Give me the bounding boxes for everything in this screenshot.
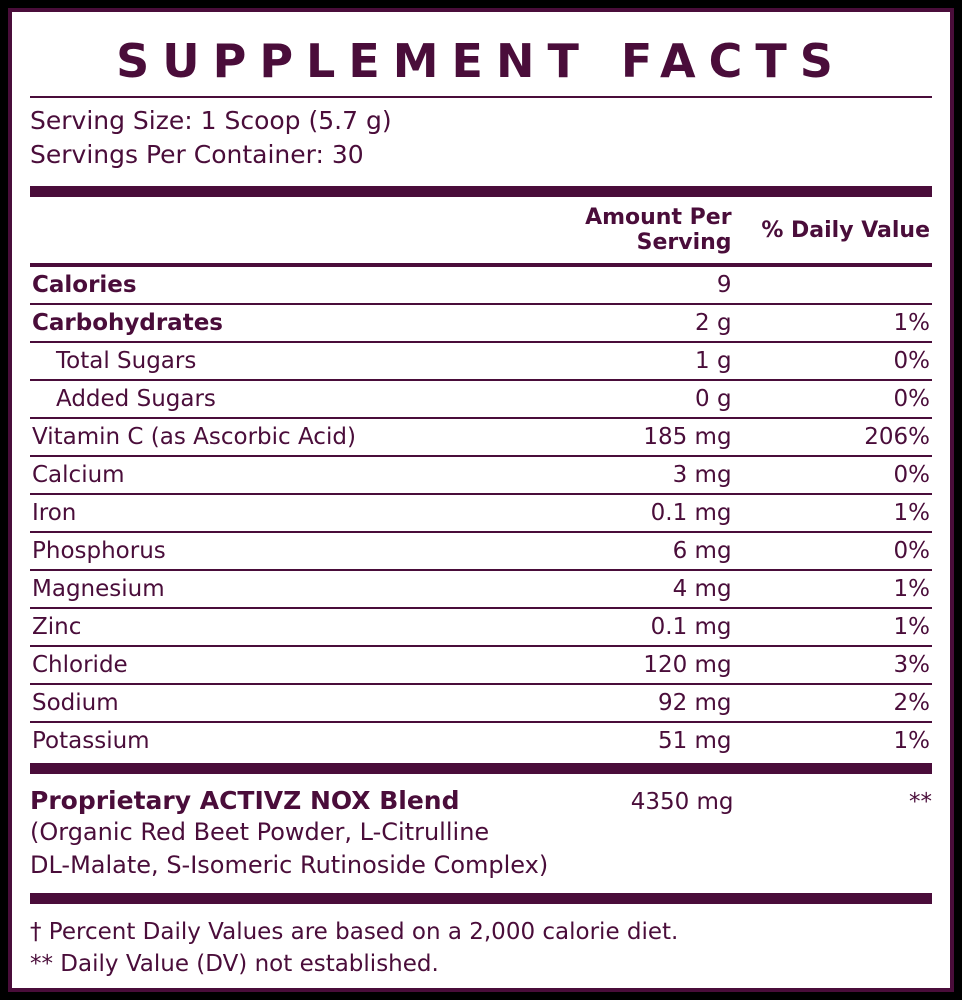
row-dv: 0%: [734, 342, 932, 380]
row-amount: 0.1 mg: [481, 494, 734, 532]
blend-amount: 4350 mg: [630, 789, 734, 815]
proprietary-blend: [30, 774, 932, 889]
table-row: [30, 722, 932, 759]
blend-name: Proprietary ACTIVZ NOX Blend: [30, 786, 460, 815]
table-row: [30, 532, 932, 570]
row-amount: 2 g: [481, 304, 734, 342]
divider-thick-top: [30, 186, 932, 197]
table-row: [30, 456, 932, 494]
row-dv: 1%: [734, 570, 932, 608]
row-dv: 0%: [734, 456, 932, 494]
table-body: [30, 265, 932, 759]
row-amount: 6 mg: [481, 532, 734, 570]
row-amount: 92 mg: [481, 684, 734, 722]
page-title: SUPPLEMENT FACTS: [116, 34, 846, 88]
nutrition-table: [30, 197, 932, 759]
row-amount: 4 mg: [481, 570, 734, 608]
row-name: Potassium: [30, 722, 481, 759]
blend-description-line-1: (Organic Red Beet Powder, L-Citrulline: [30, 818, 490, 846]
row-dv: [734, 265, 932, 304]
table-header: [30, 197, 932, 265]
column-header-amount: Amount Per Serving: [585, 205, 732, 255]
table-row: [30, 265, 932, 304]
row-dv: 3%: [734, 646, 932, 684]
table-header-row: [30, 197, 932, 265]
blend-row: [30, 786, 932, 815]
table-row: [30, 380, 932, 418]
row-dv: 0%: [734, 380, 932, 418]
row-amount: 1 g: [481, 342, 734, 380]
row-amount: 0.1 mg: [481, 608, 734, 646]
table-row: [30, 646, 932, 684]
serving-info: [30, 98, 932, 182]
row-amount: 51 mg: [481, 722, 734, 759]
serving-size: Serving Size: 1 Scoop (5.7 g): [30, 106, 392, 135]
row-name: Iron: [30, 494, 481, 532]
table-row: [30, 684, 932, 722]
row-name: Calcium: [30, 456, 481, 494]
supplement-facts-inner: [12, 12, 950, 988]
table-row: [30, 342, 932, 380]
row-dv: 1%: [734, 722, 932, 759]
column-header-name: [30, 197, 481, 265]
row-amount: 185 mg: [481, 418, 734, 456]
row-name: Zinc: [30, 608, 481, 646]
table-row: [30, 608, 932, 646]
row-name: Sodium: [30, 684, 481, 722]
table-row: [30, 418, 932, 456]
footnotes: [30, 904, 932, 980]
row-amount: 120 mg: [481, 646, 734, 684]
row-name: Vitamin C (as Ascorbic Acid): [30, 418, 481, 456]
row-name: Added Sugars: [30, 380, 481, 418]
footnote-dv-not-established: ** Daily Value (DV) not established.: [30, 951, 439, 977]
row-name: Magnesium: [30, 570, 481, 608]
row-amount: 3 mg: [481, 456, 734, 494]
row-name: Total Sugars: [30, 342, 481, 380]
blend-description-line-2: DL-Malate, S-Isomeric Rutinoside Complex): [30, 851, 549, 879]
supplement-facts-panel: [8, 8, 954, 992]
row-name: Phosphorus: [30, 532, 481, 570]
row-dv: 2%: [734, 684, 932, 722]
table-row: [30, 570, 932, 608]
footnote-daily-values: † Percent Daily Values are based on a 2,000 calorie diet.: [30, 919, 679, 945]
column-header-daily-value: % Daily Value: [761, 217, 930, 243]
divider-thick-blend: [30, 763, 932, 774]
row-amount: 9: [481, 265, 734, 304]
row-name: Carbohydrates: [30, 304, 481, 342]
row-dv: 1%: [734, 494, 932, 532]
row-name: Calories: [30, 265, 481, 304]
row-dv: 0%: [734, 532, 932, 570]
servings-per-container: Servings Per Container: 30: [30, 140, 364, 169]
blend-dv: **: [908, 789, 932, 815]
row-dv: 1%: [734, 304, 932, 342]
row-dv: 1%: [734, 608, 932, 646]
table-row: [30, 494, 932, 532]
row-amount: 0 g: [481, 380, 734, 418]
divider-thick-footnotes: [30, 893, 932, 904]
row-name: Chloride: [30, 646, 481, 684]
row-dv: 206%: [734, 418, 932, 456]
table-row: [30, 304, 932, 342]
